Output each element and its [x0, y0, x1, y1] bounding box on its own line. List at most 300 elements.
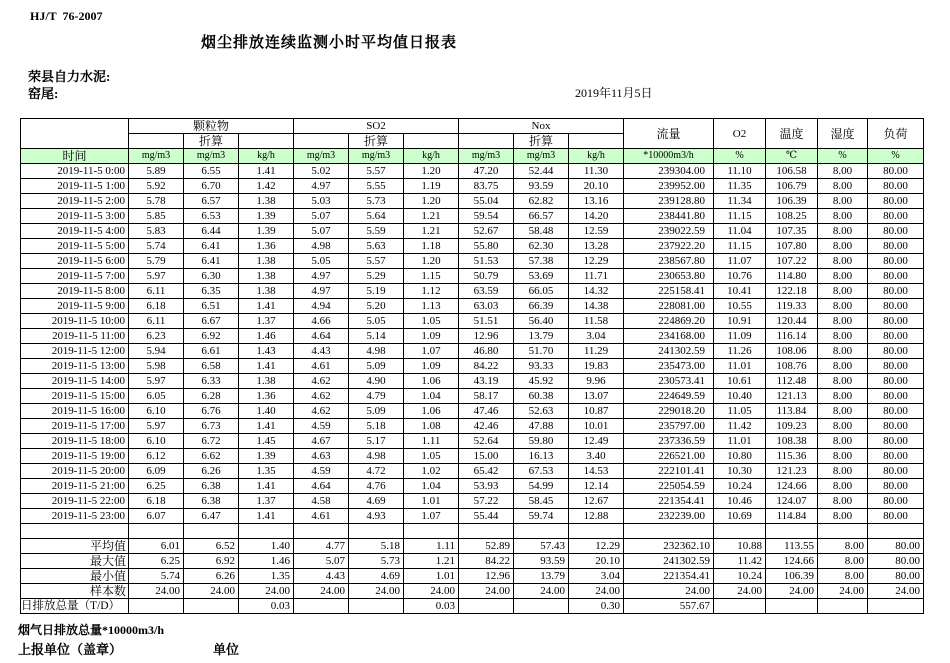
value-cell: 55.44: [459, 509, 514, 524]
empty-cell: [514, 524, 569, 539]
unit-cell: %: [868, 149, 924, 164]
value-cell: 5.17: [349, 434, 404, 449]
summary-value-cell: 1.35: [239, 569, 294, 584]
value-cell: 6.72: [184, 434, 239, 449]
value-cell: 107.80: [766, 239, 818, 254]
summary-value-cell: 0.30: [569, 599, 624, 614]
empty-cell: [239, 524, 294, 539]
value-cell: 229018.20: [624, 404, 714, 419]
value-cell: 235797.00: [624, 419, 714, 434]
value-cell: 8.00: [818, 239, 868, 254]
value-cell: 8.00: [818, 464, 868, 479]
data-row: [21, 209, 924, 224]
value-cell: 4.58: [294, 494, 349, 509]
data-row: [21, 254, 924, 269]
value-cell: 239952.00: [624, 179, 714, 194]
value-cell: 5.63: [349, 239, 404, 254]
value-cell: 11.01: [714, 434, 766, 449]
value-cell: 1.21: [404, 209, 459, 224]
report-date: 2019年11月5日: [575, 86, 653, 100]
col-header-humidity: 湿度: [818, 119, 868, 149]
value-cell: 63.59: [459, 284, 514, 299]
data-row: [21, 434, 924, 449]
value-cell: 228081.00: [624, 299, 714, 314]
value-cell: 4.66: [294, 314, 349, 329]
value-cell: 5.83: [129, 224, 184, 239]
value-cell: 80.00: [868, 479, 924, 494]
company-name: 荣县自力水泥:: [28, 69, 111, 84]
value-cell: 8.00: [818, 284, 868, 299]
summary-value-cell: 24.00: [294, 584, 349, 599]
summary-value-cell: 6.52: [184, 539, 239, 554]
summary-value-cell: 24.00: [514, 584, 569, 599]
unit-cell: mg/m3: [129, 149, 184, 164]
value-cell: 4.61: [294, 509, 349, 524]
value-cell: 4.59: [294, 464, 349, 479]
value-cell: 66.39: [514, 299, 569, 314]
value-cell: 45.92: [514, 374, 569, 389]
summary-value-cell: 10.88: [714, 539, 766, 554]
value-cell: 1.13: [404, 299, 459, 314]
empty-cell: [129, 524, 184, 539]
empty-cell: [459, 134, 514, 149]
value-cell: 1.06: [404, 404, 459, 419]
summary-value-cell: 84.22: [459, 554, 514, 569]
value-cell: 225054.59: [624, 479, 714, 494]
empty-cell: [184, 524, 239, 539]
value-cell: 1.45: [239, 434, 294, 449]
value-cell: 20.10: [569, 179, 624, 194]
value-cell: 14.38: [569, 299, 624, 314]
value-cell: 12.96: [459, 329, 514, 344]
value-cell: 6.18: [129, 299, 184, 314]
value-cell: 80.00: [868, 194, 924, 209]
value-cell: 108.38: [766, 434, 818, 449]
value-cell: 124.66: [766, 479, 818, 494]
value-cell: 10.41: [714, 284, 766, 299]
value-cell: 1.08: [404, 419, 459, 434]
value-cell: 58.17: [459, 389, 514, 404]
value-cell: 108.76: [766, 359, 818, 374]
empty-cell: [129, 134, 184, 149]
summary-value-cell: 24.00: [184, 584, 239, 599]
value-cell: 11.42: [714, 419, 766, 434]
value-cell: 10.55: [714, 299, 766, 314]
value-cell: 42.46: [459, 419, 514, 434]
summary-value-cell: [459, 599, 514, 614]
value-cell: 6.12: [129, 449, 184, 464]
col-header-flow: 流量: [624, 119, 714, 149]
value-cell: 1.43: [239, 344, 294, 359]
value-cell: 3.04: [569, 329, 624, 344]
value-cell: 6.18: [129, 494, 184, 509]
summary-value-cell: 5.07: [294, 554, 349, 569]
page-title: 烟尘排放连续监测小时平均值日报表: [200, 35, 457, 51]
value-cell: 4.61: [294, 359, 349, 374]
value-cell: 6.28: [184, 389, 239, 404]
value-cell: 222101.41: [624, 464, 714, 479]
value-cell: 1.41: [239, 479, 294, 494]
summary-label: 最大值: [21, 554, 129, 569]
summary-value-cell: [714, 599, 766, 614]
value-cell: 8.00: [818, 404, 868, 419]
value-cell: 238567.80: [624, 254, 714, 269]
time-cell: 2019-11-5 0:00: [21, 164, 129, 179]
value-cell: 1.41: [239, 164, 294, 179]
summary-value-cell: 80.00: [868, 569, 924, 584]
value-cell: 6.58: [184, 359, 239, 374]
value-cell: 6.76: [184, 404, 239, 419]
value-cell: 15.00: [459, 449, 514, 464]
summary-value-cell: 20.10: [569, 554, 624, 569]
data-row: [21, 359, 924, 374]
doc-code: HJ/T 76-2007: [30, 9, 103, 23]
value-cell: 11.15: [714, 239, 766, 254]
empty-cell: [404, 524, 459, 539]
summary-value-cell: 24.00: [868, 584, 924, 599]
data-row: [21, 179, 924, 194]
unit-cell: mg/m3: [514, 149, 569, 164]
summary-value-cell: 113.55: [766, 539, 818, 554]
unit-cell: %: [714, 149, 766, 164]
value-cell: 4.93: [349, 509, 404, 524]
value-cell: 5.98: [129, 359, 184, 374]
value-cell: 8.00: [818, 269, 868, 284]
value-cell: 4.62: [294, 389, 349, 404]
value-cell: 6.61: [184, 344, 239, 359]
value-cell: 237336.59: [624, 434, 714, 449]
summary-value-cell: 5.74: [129, 569, 184, 584]
value-cell: 9.96: [569, 374, 624, 389]
value-cell: 239128.80: [624, 194, 714, 209]
value-cell: 13.79: [514, 329, 569, 344]
value-cell: 1.37: [239, 494, 294, 509]
value-cell: 1.09: [404, 359, 459, 374]
value-cell: 57.22: [459, 494, 514, 509]
value-cell: 124.07: [766, 494, 818, 509]
value-cell: 235473.00: [624, 359, 714, 374]
summary-value-cell: 24.00: [404, 584, 459, 599]
summary-value-cell: 6.25: [129, 554, 184, 569]
value-cell: 1.20: [404, 254, 459, 269]
value-cell: 1.41: [239, 509, 294, 524]
value-cell: 1.38: [239, 269, 294, 284]
value-cell: 8.00: [818, 164, 868, 179]
time-cell: 2019-11-5 18:00: [21, 434, 129, 449]
value-cell: 11.09: [714, 329, 766, 344]
value-cell: 11.58: [569, 314, 624, 329]
summary-value-cell: 13.79: [514, 569, 569, 584]
value-cell: 10.91: [714, 314, 766, 329]
value-cell: 55.80: [459, 239, 514, 254]
value-cell: 5.02: [294, 164, 349, 179]
summary-value-cell: 221354.41: [624, 569, 714, 584]
value-cell: 8.00: [818, 389, 868, 404]
value-cell: 112.48: [766, 374, 818, 389]
value-cell: 1.07: [404, 344, 459, 359]
value-cell: 46.80: [459, 344, 514, 359]
value-cell: 116.14: [766, 329, 818, 344]
value-cell: 1.38: [239, 284, 294, 299]
data-row: [21, 479, 924, 494]
value-cell: 1.20: [404, 164, 459, 179]
value-cell: 4.64: [294, 329, 349, 344]
value-cell: 6.38: [184, 494, 239, 509]
value-cell: 4.62: [294, 374, 349, 389]
value-cell: 11.15: [714, 209, 766, 224]
value-cell: 8.00: [818, 179, 868, 194]
value-cell: 5.09: [349, 359, 404, 374]
value-cell: 47.88: [514, 419, 569, 434]
empty-cell: [624, 524, 714, 539]
summary-value-cell: 57.43: [514, 539, 569, 554]
summary-value-cell: 4.43: [294, 569, 349, 584]
unit-cell: mg/m3: [349, 149, 404, 164]
value-cell: 6.07: [129, 509, 184, 524]
summary-value-cell: 1.46: [239, 554, 294, 569]
value-cell: 4.69: [349, 494, 404, 509]
value-cell: 5.57: [349, 254, 404, 269]
data-row: [21, 329, 924, 344]
value-cell: 5.29: [349, 269, 404, 284]
value-cell: 114.80: [766, 269, 818, 284]
data-row: [21, 509, 924, 524]
data-row: [21, 299, 924, 314]
value-cell: 80.00: [868, 404, 924, 419]
value-cell: 5.85: [129, 209, 184, 224]
value-cell: 80.00: [868, 329, 924, 344]
summary-value-cell: [184, 599, 239, 614]
value-cell: 106.79: [766, 179, 818, 194]
value-cell: 84.22: [459, 359, 514, 374]
time-cell: 2019-11-5 20:00: [21, 464, 129, 479]
value-cell: 4.62: [294, 404, 349, 419]
value-cell: 8.00: [818, 329, 868, 344]
value-cell: 12.88: [569, 509, 624, 524]
value-cell: 13.16: [569, 194, 624, 209]
empty-cell: [294, 134, 349, 149]
value-cell: 80.00: [868, 164, 924, 179]
value-cell: 8.00: [818, 374, 868, 389]
value-cell: 80.00: [868, 299, 924, 314]
time-cell: 2019-11-5 11:00: [21, 329, 129, 344]
value-cell: 80.00: [868, 509, 924, 524]
value-cell: 56.40: [514, 314, 569, 329]
empty-cell: [569, 134, 624, 149]
value-cell: 6.67: [184, 314, 239, 329]
value-cell: 65.42: [459, 464, 514, 479]
summary-row: [21, 569, 924, 584]
value-cell: 12.67: [569, 494, 624, 509]
value-cell: 4.72: [349, 464, 404, 479]
value-cell: 10.76: [714, 269, 766, 284]
empty-cell: [21, 524, 129, 539]
value-cell: 108.25: [766, 209, 818, 224]
time-cell: 2019-11-5 12:00: [21, 344, 129, 359]
value-cell: 120.44: [766, 314, 818, 329]
value-cell: 1.46: [239, 329, 294, 344]
summary-value-cell: 80.00: [868, 539, 924, 554]
group-header-particulate: 颗粒物: [129, 119, 294, 134]
value-cell: 51.51: [459, 314, 514, 329]
group-header-nox: Nox: [459, 119, 624, 134]
unit-cell: mg/m3: [184, 149, 239, 164]
value-cell: 4.98: [349, 449, 404, 464]
value-cell: 1.06: [404, 374, 459, 389]
value-cell: 80.00: [868, 314, 924, 329]
value-cell: 5.09: [349, 404, 404, 419]
value-cell: 6.62: [184, 449, 239, 464]
col-header-temperature: 温度: [766, 119, 818, 149]
value-cell: 6.44: [184, 224, 239, 239]
value-cell: 8.00: [818, 509, 868, 524]
summary-value-cell: 80.00: [868, 554, 924, 569]
time-header: 时间: [21, 149, 129, 164]
summary-value-cell: 24.00: [569, 584, 624, 599]
value-cell: 11.04: [714, 224, 766, 239]
group-header-so2: SO2: [294, 119, 459, 134]
value-cell: 80.00: [868, 419, 924, 434]
value-cell: 52.67: [459, 224, 514, 239]
value-cell: 1.41: [239, 299, 294, 314]
data-row: [21, 344, 924, 359]
value-cell: 6.38: [184, 479, 239, 494]
value-cell: 4.97: [294, 284, 349, 299]
value-cell: 108.06: [766, 344, 818, 359]
value-cell: 5.97: [129, 269, 184, 284]
value-cell: 239022.59: [624, 224, 714, 239]
summary-label: 样本数: [21, 584, 129, 599]
value-cell: 114.84: [766, 509, 818, 524]
summary-value-cell: 5.73: [349, 554, 404, 569]
summary-value-cell: 6.26: [184, 569, 239, 584]
value-cell: 51.53: [459, 254, 514, 269]
value-cell: 8.00: [818, 299, 868, 314]
value-cell: 4.76: [349, 479, 404, 494]
value-cell: 14.32: [569, 284, 624, 299]
summary-value-cell: 12.96: [459, 569, 514, 584]
time-cell: 2019-11-5 22:00: [21, 494, 129, 509]
value-cell: 5.74: [129, 239, 184, 254]
value-cell: 11.01: [714, 359, 766, 374]
value-cell: 6.23: [129, 329, 184, 344]
data-row: [21, 194, 924, 209]
value-cell: 4.98: [294, 239, 349, 254]
summary-value-cell: 93.59: [514, 554, 569, 569]
value-cell: 6.53: [184, 209, 239, 224]
value-cell: 1.04: [404, 479, 459, 494]
value-cell: 8.00: [818, 224, 868, 239]
value-cell: 5.07: [294, 224, 349, 239]
time-cell: 2019-11-5 5:00: [21, 239, 129, 254]
value-cell: 80.00: [868, 284, 924, 299]
summary-row: [21, 584, 924, 599]
value-cell: 4.63: [294, 449, 349, 464]
value-cell: 5.59: [349, 224, 404, 239]
value-cell: 11.35: [714, 179, 766, 194]
value-cell: 234168.00: [624, 329, 714, 344]
value-cell: 6.41: [184, 239, 239, 254]
value-cell: 5.89: [129, 164, 184, 179]
empty-cell: [239, 134, 294, 149]
summary-value-cell: 1.01: [404, 569, 459, 584]
value-cell: 6.41: [184, 254, 239, 269]
value-cell: 6.57: [184, 194, 239, 209]
unit-header-row: [21, 149, 924, 164]
unit-cell: %: [818, 149, 868, 164]
time-cell: 2019-11-5 1:00: [21, 179, 129, 194]
value-cell: 80.00: [868, 269, 924, 284]
value-cell: 106.39: [766, 194, 818, 209]
value-cell: 113.84: [766, 404, 818, 419]
value-cell: 1.01: [404, 494, 459, 509]
value-cell: 50.79: [459, 269, 514, 284]
value-cell: 6.26: [184, 464, 239, 479]
unit-cell: ℃: [766, 149, 818, 164]
value-cell: 1.04: [404, 389, 459, 404]
summary-value-cell: 24.00: [714, 584, 766, 599]
value-cell: 1.41: [239, 419, 294, 434]
value-cell: 1.15: [404, 269, 459, 284]
value-cell: 12.29: [569, 254, 624, 269]
value-cell: 1.35: [239, 464, 294, 479]
value-cell: 5.92: [129, 179, 184, 194]
value-cell: 1.05: [404, 314, 459, 329]
time-cell: 2019-11-5 15:00: [21, 389, 129, 404]
summary-value-cell: 0.03: [239, 599, 294, 614]
summary-value-cell: 8.00: [818, 554, 868, 569]
value-cell: 13.07: [569, 389, 624, 404]
data-row: [21, 449, 924, 464]
summary-value-cell: 52.89: [459, 539, 514, 554]
value-cell: 6.10: [129, 404, 184, 419]
value-cell: 5.20: [349, 299, 404, 314]
value-cell: 1.42: [239, 179, 294, 194]
summary-value-cell: 1.21: [404, 554, 459, 569]
subheader-converted-pm: 折算: [184, 134, 239, 149]
summary-value-cell: 11.42: [714, 554, 766, 569]
value-cell: 60.38: [514, 389, 569, 404]
value-cell: 47.46: [459, 404, 514, 419]
value-cell: 8.00: [818, 194, 868, 209]
value-cell: 5.64: [349, 209, 404, 224]
value-cell: 13.28: [569, 239, 624, 254]
value-cell: 10.61: [714, 374, 766, 389]
value-cell: 19.83: [569, 359, 624, 374]
value-cell: 106.58: [766, 164, 818, 179]
unit-cell: mg/m3: [294, 149, 349, 164]
value-cell: 5.97: [129, 419, 184, 434]
value-cell: 6.70: [184, 179, 239, 194]
value-cell: 6.73: [184, 419, 239, 434]
value-cell: 55.04: [459, 194, 514, 209]
data-row: [21, 374, 924, 389]
value-cell: 225158.41: [624, 284, 714, 299]
summary-value-cell: 124.66: [766, 554, 818, 569]
value-cell: 80.00: [868, 224, 924, 239]
value-cell: 59.74: [514, 509, 569, 524]
value-cell: 80.00: [868, 179, 924, 194]
empty-cell: [714, 524, 766, 539]
value-cell: 47.20: [459, 164, 514, 179]
summary-value-cell: 3.04: [569, 569, 624, 584]
value-cell: 8.00: [818, 434, 868, 449]
summary-value-cell: 8.00: [818, 539, 868, 554]
value-cell: 1.20: [404, 194, 459, 209]
value-cell: 1.39: [239, 224, 294, 239]
value-cell: 232239.00: [624, 509, 714, 524]
data-row: [21, 224, 924, 239]
